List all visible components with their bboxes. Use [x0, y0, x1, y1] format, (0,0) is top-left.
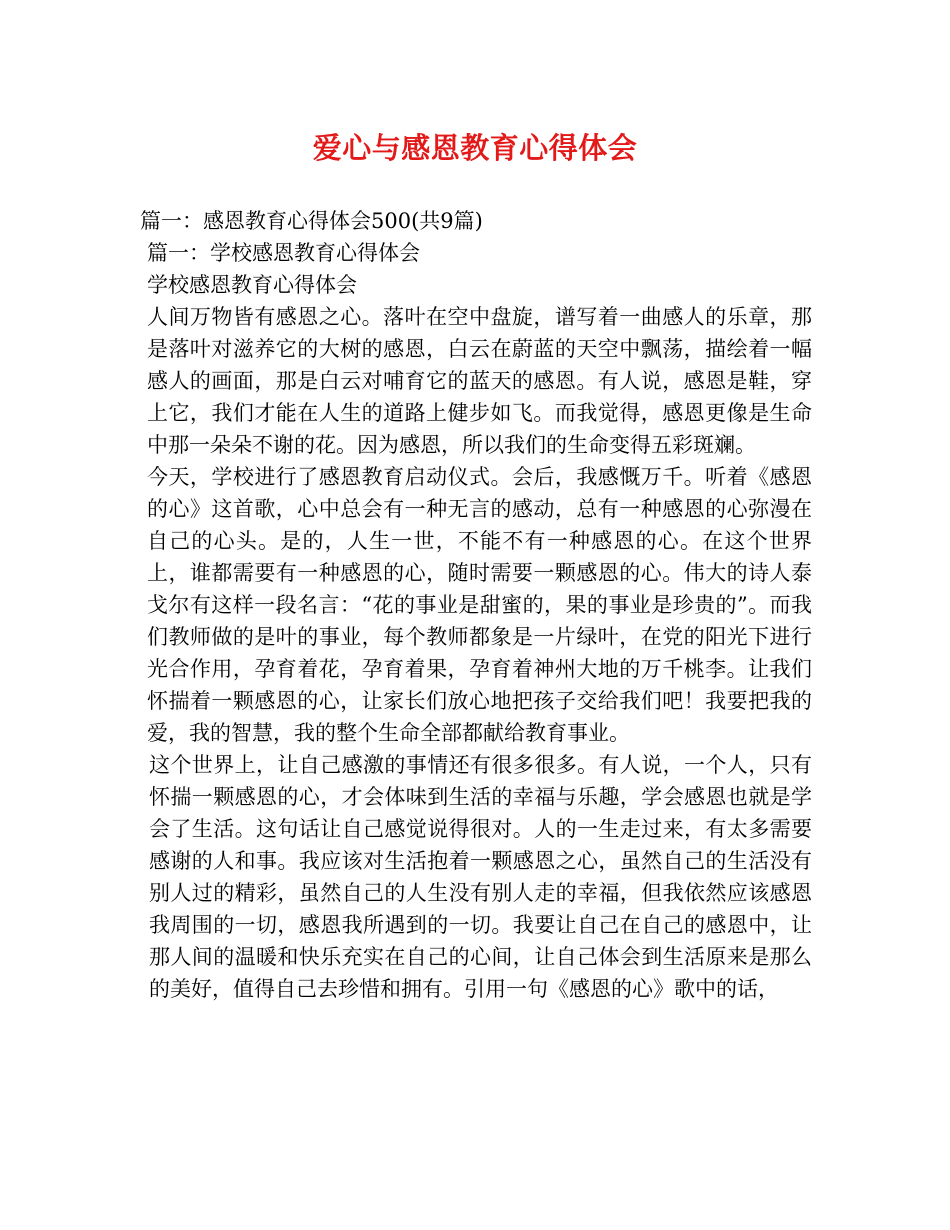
- document-title: 爱心与感恩教育心得体会: [312, 131, 638, 165]
- heading-subsection: 学校感恩教育心得体会: [147, 273, 357, 297]
- paragraph: 人间万物皆有感恩之心。落叶在空中盘旋，谱写着一曲感人的乐章，那是落叶对滋养它的大树的感恩，白云在蔚蓝的天空中飘荡，描绘着一幅感人的画面，那是白云对哺育它的蓝天的感恩。有人说，感恩是鞋，穿上它，我们才能在人生的道路上健步如飞。而我觉得，感恩更像是生命中那一朵朵不谢的花。因为感恩，所以我们的生命变得五彩斑斓。: [147, 305, 812, 457]
- document-body: [140, 205, 812, 1005]
- paragraph: 这个世界上，让自己感激的事情还有很多很多。有人说，一个人，只有怀揣一颗感恩的心，才会体味到生活的幸福与乐趣，学会感恩也就是学会了生活。这句话让自己感觉说得很对。人的一生走过来，有太多需要感谢的人和事。我应该对生活抱着一颗感恩之心，虽然自己的生活没有别人过的精彩，虽然自己的人生没有别人走的幸福，但我依然应该感恩我周围的一切，感恩我所遇到的一切。我要让自己在自己的感恩中，让那人间的温暖和快乐充实在自己的心间，让自己体会到生活原来是那么的美好，值得自己去珍惜和拥有。引用一句《感恩的心》歌中的话，: [149, 753, 812, 1001]
- heading-section: 篇一：学校感恩教育心得体会: [147, 241, 420, 265]
- heading-chapter: 篇一：感恩教育心得体会500(共9篇): [140, 209, 483, 233]
- paragraph: 今天，学校进行了感恩教育启动仪式。会后，我感慨万千。听着《感恩的心》这首歌，心中总会有一种无言的感动，总有一种感恩的心弥漫在自己的心头。是的，人生一世，不能不有一种感恩的心。在这个世界上，谁都需要有一种感恩的心，随时需要一颗感恩的心。伟大的诗人泰戈尔有这样一段名言：“花的事业是甜蜜的，果的事业是珍贵的”。而我们教师做的是叶的事业，每个教师都象是一片绿叶，在党的阳光下进行光合作用，孕育着花，孕育着果，孕育着神州大地的万千桃李。让我们怀揣着一颗感恩的心，让家长们放心地把孩子交给我们吧！我要把我的爱，我的智慧，我的整个生命全部都献给教育事业。: [147, 465, 812, 745]
